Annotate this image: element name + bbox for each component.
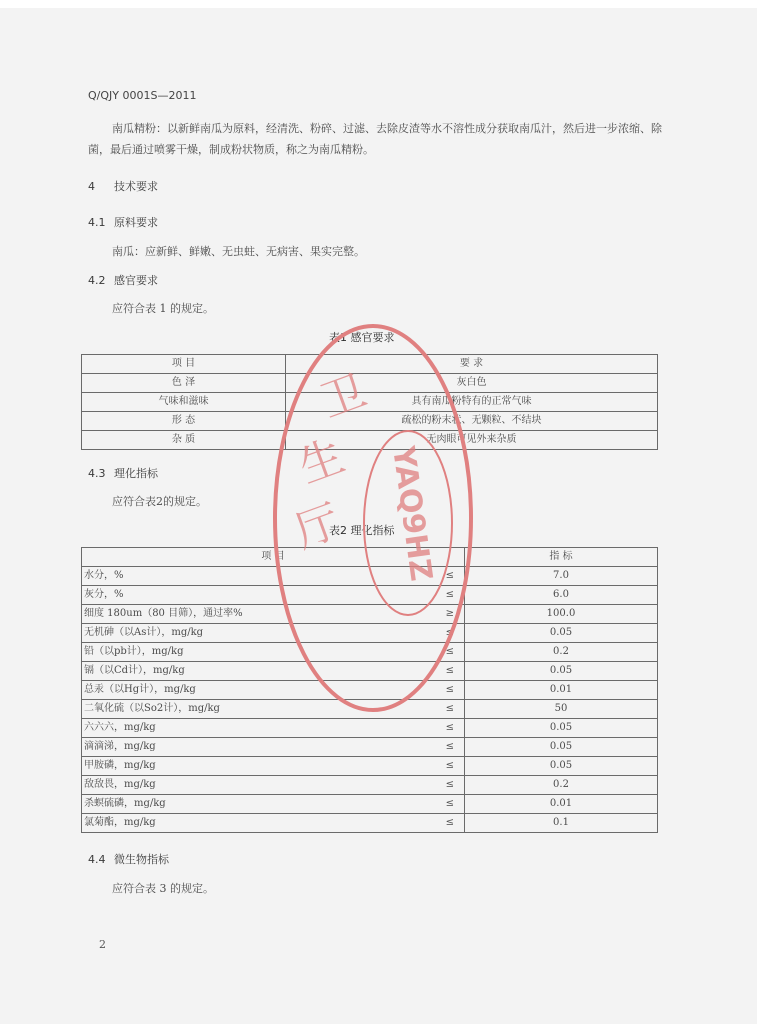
section-title: 原料要求 [114,216,158,229]
seal-char: 卫 [314,365,374,429]
section-4-4-heading [88,851,169,867]
indicator-name-cell: 六六六，mg/kg [82,719,375,738]
table-row [82,412,658,431]
definition-paragraph: 南瓜精粉：以新鲜南瓜为原料，经清洗、粉碎、过滤、去除皮渣等水不溶性成分获取南瓜汁，然后进一步浓缩、除菌，最后通过喷雾干燥，制成粉状物质，称之为南瓜精粉。 [88,122,662,156]
section-number: 4 [88,180,95,193]
indicator-value-cell: 0.05 [465,719,658,738]
indicator-value-cell: 0.05 [465,757,658,776]
table-row [82,393,658,412]
indicator-value-cell: 0.05 [465,624,658,643]
indicator-name-cell: 敌敌畏，mg/kg [82,776,375,795]
indicator-value-cell: 0.05 [465,738,658,757]
section-title: 微生物指标 [114,853,169,866]
indicator-value-cell: 50 [465,700,658,719]
section-4-heading [88,178,158,194]
indicator-name-cell: 无机砷（以As计），mg/kg [82,624,375,643]
indicator-value-cell: 0.01 [465,681,658,700]
requirement-cell: 无肉眼可见外来杂质 [286,431,658,450]
indicator-name-cell: 甲胺磷，mg/kg [82,757,375,776]
item-cell: 杂 质 [82,431,286,450]
indicator-value-cell: 0.2 [465,776,658,795]
requirement-cell: 具有南瓜粉特有的正常气味 [286,393,658,412]
comparison-operator-cell: ≤ [374,643,465,662]
indicator-name-cell: 灰分，% [82,586,375,605]
physicochemical-reference: 应符合表2的规定。 [112,495,207,508]
comparison-operator-cell: ≤ [374,662,465,681]
indicator-name-cell: 铅（以pb计），mg/kg [82,643,375,662]
indicator-name-cell: 滴滴涕，mg/kg [82,738,375,757]
header-cell: 项 目 [82,548,465,567]
indicator-name-cell: 杀螟硫磷，mg/kg [82,795,375,814]
table-row [82,605,658,624]
requirement-cell: 灰白色 [286,374,658,393]
item-cell: 色 泽 [82,374,286,393]
table-row [82,567,658,586]
table-body [82,567,658,833]
comparison-operator-cell: ≤ [374,814,465,833]
indicator-name-cell: 水分，% [82,567,375,586]
seal-code: YAQ9HZ [385,444,439,584]
seal-char: 生 [292,430,352,494]
comparison-operator-cell: ≥ [374,605,465,624]
indicator-value-cell: 0.01 [465,795,658,814]
section-number: 4.1 [88,216,106,229]
header-cell: 要 求 [286,355,658,374]
header-cell: 项 目 [82,355,286,374]
table-row [82,374,658,393]
document-code: Q/QJY 0001S—2011 [88,89,197,102]
seal-char: 厅 [288,495,348,559]
section-title: 理化指标 [114,467,158,480]
section-number: 4.3 [88,467,106,480]
section-title: 技术要求 [114,180,158,193]
item-cell: 形 态 [82,412,286,431]
comparison-operator-cell: ≤ [374,700,465,719]
table1-caption: 表1 感官要求 [329,331,395,344]
table-row [82,776,658,795]
table-row [82,431,658,450]
comparison-operator-cell: ≤ [374,624,465,643]
comparison-operator-cell: ≤ [374,738,465,757]
microbiological-reference: 应符合表 3 的规定。 [112,882,214,895]
table-row [82,700,658,719]
table-row [82,738,658,757]
indicator-value-cell: 0.05 [465,662,658,681]
header-cell: 指 标 [465,548,658,567]
section-4-1-heading [88,214,158,230]
comparison-operator-cell: ≤ [374,795,465,814]
sensory-requirements-table [81,354,658,450]
comparison-operator-cell: ≤ [374,776,465,795]
table-row [82,643,658,662]
raw-material-requirement: 南瓜：应新鲜、鲜嫩、无虫蛀、无病害、果实完整。 [112,245,365,258]
table-row [82,662,658,681]
item-cell: 气味和滋味 [82,393,286,412]
comparison-operator-cell: ≤ [374,719,465,738]
table-row [82,757,658,776]
table-row [82,624,658,643]
indicator-value-cell: 0.1 [465,814,658,833]
table-row [82,795,658,814]
table-row [82,681,658,700]
section-number: 4.4 [88,853,106,866]
indicator-value-cell: 7.0 [465,567,658,586]
indicator-name-cell: 镉（以Cd计），mg/kg [82,662,375,681]
page-number: 2 [99,938,106,951]
comparison-operator-cell: ≤ [374,567,465,586]
table2-caption: 表2 理化指标 [329,524,395,537]
indicator-name-cell: 氯菊酯，mg/kg [82,814,375,833]
indicator-value-cell: 6.0 [465,586,658,605]
table-row [82,586,658,605]
section-number: 4.2 [88,274,106,287]
comparison-operator-cell: ≤ [374,586,465,605]
indicator-name-cell: 二氧化硫（以So2计），mg/kg [82,700,375,719]
section-title: 感官要求 [114,274,158,287]
table-row [82,719,658,738]
comparison-operator-cell: ≤ [374,757,465,776]
table-header-row [82,355,658,374]
physicochemical-indicators-table [81,547,658,833]
section-4-3-heading [88,465,158,481]
indicator-name-cell: 总汞（以Hg计），mg/kg [82,681,375,700]
indicator-value-cell: 100.0 [465,605,658,624]
table-header-row [82,548,658,567]
requirement-cell: 疏松的粉末状、无颗粒、不结块 [286,412,658,431]
indicator-value-cell: 0.2 [465,643,658,662]
comparison-operator-cell: ≤ [374,681,465,700]
sensory-reference: 应符合表 1 的规定。 [112,302,214,315]
document-page [0,8,757,1024]
table-row [82,814,658,833]
indicator-name-cell: 细度 180um（80 目筛），通过率% [82,605,375,624]
section-4-2-heading [88,272,158,288]
